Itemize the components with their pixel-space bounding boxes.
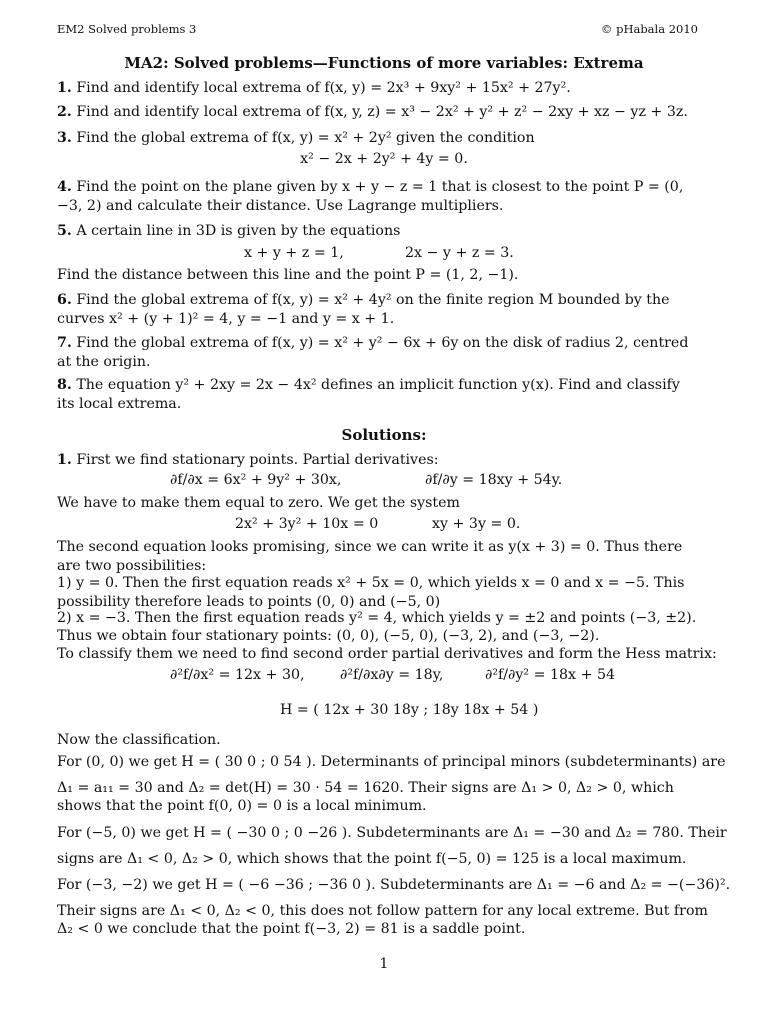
problem-5-equation-1: x + y + z = 1, [244, 245, 344, 261]
partial-derivative-y: ∂f/∂y = 18xy + 54y. [425, 472, 563, 488]
problem-text: Find the global extrema of f(x, y) = x² + 4y² on the finite region M bounded by the curves x² + (y + 1)² = 4, y = −1 and y = x + 1. [57, 292, 670, 327]
solution-text: 2) x = −3. Then the first equation reads y² = 4, which yields y = ±2 and points (−3, ±2). [57, 610, 697, 626]
problem-text: Find and identify local extrema of f(x, y, z) = x³ − 2x² + y² + z² − 2xy + xz − yz + 3z. [76, 104, 688, 120]
second-derivative-xy: ∂²f/∂x∂y = 18y, [340, 667, 444, 683]
hess-matrix: H = ( 12x + 30 18y ; 18y 18x + 54 ) [280, 702, 539, 718]
system-equation-2: xy + 3y = 0. [432, 516, 521, 532]
running-header-left: EM2 Solved problems 3 [57, 22, 197, 36]
problem-4 [57, 178, 698, 216]
problem-text: The equation y² + 2xy = 2x − 4x² defines an implicit function y(x). Find and classify its local extrema. [57, 377, 680, 412]
problem-number: 5. [57, 223, 72, 239]
problem-7 [57, 334, 698, 372]
solution-text: To classify them we need to find second order partial derivatives and form the Hess matrix: [57, 646, 717, 662]
solution-text: signs are Δ₁ < 0, Δ₂ > 0, which shows that the point f(−5, 0) = 125 is a local maximum. [57, 851, 687, 867]
problem-3-equation: x² − 2x + 2y² + 4y = 0. [300, 151, 468, 167]
solutions-heading: Solutions: [341, 426, 427, 444]
second-derivative-xx: ∂²f/∂x² = 12x + 30, [170, 667, 305, 683]
problem-text: Find the point on the plane given by x + y − z = 1 that is closest to the point P = (0, −3, 2) and calculate their distance. Use Lagrange multipliers. [57, 179, 684, 214]
solution-text: Δ₂ < 0 we conclude that the point f(−3, 2) = 81 is a saddle point. [57, 921, 526, 937]
problem-3 [57, 129, 698, 148]
problem-text: A certain line in 3D is given by the equations [76, 223, 401, 239]
problem-number: 4. [57, 179, 72, 195]
problem-5-question: Find the distance between this line and the point P = (1, 2, −1). [57, 267, 519, 283]
document-title: MA2: Solved problems—Functions of more variables: Extrema [124, 54, 644, 72]
problem-8 [57, 376, 698, 414]
solution-text: Now the classification. [57, 732, 221, 748]
problem-6 [57, 291, 698, 329]
problem-1 [57, 79, 698, 98]
problem-2 [57, 103, 698, 122]
problem-number: 2. [57, 104, 72, 120]
problem-text: Find the global extrema of f(x, y) = x² + y² − 6x + 6y on the disk of radius 2, centred at the origin. [57, 335, 689, 370]
solution-text: Their signs are Δ₁ < 0, Δ₂ < 0, this does not follow pattern for any local extreme. But from [57, 903, 708, 919]
solution-1-intro: 1. First we find stationary points. Partial derivatives: [57, 452, 439, 468]
page-number: 1 [379, 956, 389, 972]
system-equation-1: 2x² + 3y² + 10x = 0 [235, 516, 379, 532]
solution-text: Δ₁ = a₁₁ = 30 and Δ₂ = det(H) = 30 · 54 = 1620. Their signs are Δ₁ > 0, Δ₂ > 0, which [57, 780, 674, 796]
problem-number: 8. [57, 377, 72, 393]
solution-text: Thus we obtain four stationary points: (0, 0), (−5, 0), (−3, 2), and (−3, −2). [57, 628, 600, 644]
problem-text: Find the global extrema of f(x, y) = x² + 2y² given the condition [76, 130, 535, 146]
solution-text: For (−3, −2) we get H = ( −6 −36 ; −36 0 ). Subdeterminants are Δ₁ = −6 and Δ₂ = −(−36)². [57, 877, 731, 893]
solution-text: We have to make them equal to zero. We get the system [57, 495, 460, 511]
second-derivative-yy: ∂²f/∂y² = 18x + 54 [485, 667, 616, 683]
partial-derivative-x: ∂f/∂x = 6x² + 9y² + 30x, [170, 472, 342, 488]
problem-text: Find and identify local extrema of f(x, y) = 2x³ + 9xy² + 15x² + 27y². [76, 80, 571, 96]
running-header-right: © pHabala 2010 [600, 22, 698, 36]
problem-5 [57, 222, 698, 241]
solution-text: For (0, 0) we get H = ( 30 0 ; 0 54 ). Determinants of principal minors (subdeterminants) are [57, 754, 726, 770]
problem-number: 3. [57, 130, 72, 146]
solution-text: shows that the point f(0, 0) = 0 is a local minimum. [57, 798, 427, 814]
solution-text: 1) y = 0. Then the first equation reads x² + 5x = 0, which yields x = 0 and x = −5. This possibility therefore leads to points (0, 0) and (−5, 0) [57, 575, 685, 610]
problem-number: 7. [57, 335, 72, 351]
problem-5-equation-2: 2x − y + z = 3. [405, 245, 514, 261]
solution-text: The second equation looks promising, since we can write it as y(x + 3) = 0. Thus there are two possibilities: [57, 539, 683, 574]
solution-text: For (−5, 0) we get H = ( −30 0 ; 0 −26 ). Subdeterminants are Δ₁ = −30 and Δ₂ = 780. Their [57, 825, 727, 841]
problem-number: 1. [57, 80, 72, 96]
problem-number: 6. [57, 292, 72, 308]
